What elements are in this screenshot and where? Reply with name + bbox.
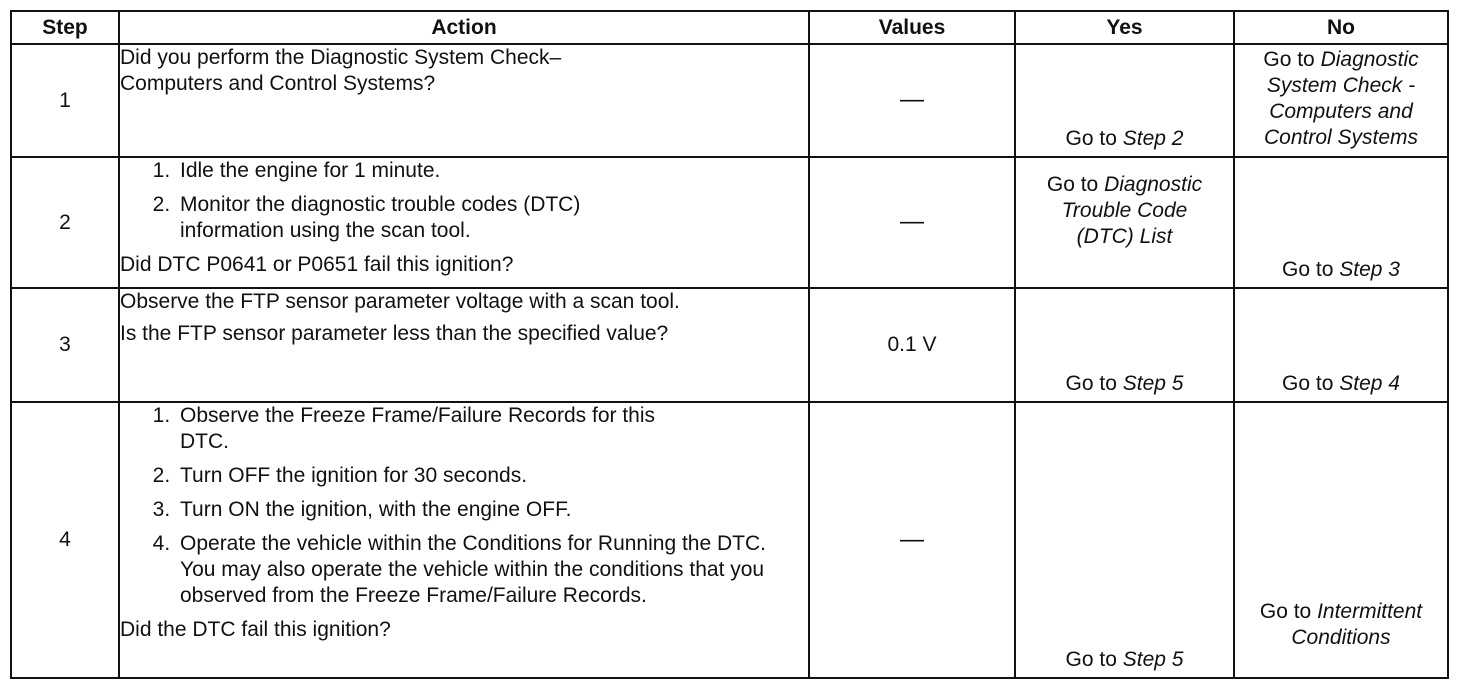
- action-step: 1. Idle the engine for 1 minute.: [176, 158, 658, 184]
- no-target: Step 4: [1339, 372, 1400, 395]
- action-step: 4. Operate the vehicle within the Conditions for Running the DTC. You may also operate the vehicle within the conditions that you observed from the Freeze Frame/Failure Records.: [176, 531, 796, 609]
- header-no: No: [1234, 11, 1448, 44]
- no-target: Intermittent Conditions: [1291, 600, 1423, 649]
- yes-link[interactable]: [1016, 126, 1233, 156]
- yes-cell: [1015, 288, 1234, 402]
- table-row: [11, 288, 1448, 402]
- step-number: 1: [11, 44, 119, 157]
- value-cell: [809, 44, 1015, 157]
- no-link[interactable]: [1235, 45, 1447, 155]
- no-prefix: Go to: [1282, 258, 1340, 281]
- action-steps: [120, 403, 796, 609]
- yes-link[interactable]: [1016, 647, 1233, 677]
- value-cell: [809, 288, 1015, 402]
- value-text: 0.1 V: [887, 333, 937, 356]
- action-cell: [119, 402, 809, 678]
- yes-prefix: Go to: [1065, 648, 1123, 671]
- step-number: 3: [11, 288, 119, 402]
- no-prefix: Go to: [1259, 600, 1318, 623]
- action-text: Observe the FTP sensor parameter voltage with a scan tool.: [120, 290, 680, 313]
- no-cell: [1234, 44, 1448, 157]
- table-row: [11, 44, 1448, 157]
- header-row: [11, 11, 1448, 44]
- yes-prefix: Go to: [1065, 127, 1123, 150]
- action-step: 2. Monitor the diagnostic trouble codes (DTC) information using the scan tool.: [176, 192, 658, 244]
- step-number: 4: [11, 402, 119, 678]
- yes-target: Step 2: [1122, 127, 1184, 150]
- yes-prefix: Go to: [1046, 172, 1105, 196]
- step-number: 2: [11, 157, 119, 288]
- action-cell: [119, 288, 809, 402]
- yes-link[interactable]: [1016, 371, 1233, 401]
- action-cell: [119, 157, 809, 288]
- action-text: Did you perform the Diagnostic System Check– Computers and Control Systems?: [120, 46, 562, 95]
- no-link[interactable]: [1235, 257, 1447, 287]
- action-cell: [119, 44, 809, 157]
- action-question: Did DTC P0641 or P0651 fail this ignition?: [120, 253, 514, 276]
- value-text: —: [900, 86, 924, 113]
- header-values: Values: [809, 11, 1015, 44]
- value-cell: [809, 402, 1015, 678]
- table-row: [11, 157, 1448, 288]
- yes-link[interactable]: [1034, 172, 1215, 254]
- action-steps: [120, 158, 658, 244]
- yes-target: Step 5: [1122, 372, 1184, 395]
- diagnostic-table: [10, 10, 1449, 679]
- no-target: Step 3: [1339, 258, 1400, 281]
- no-link[interactable]: [1235, 599, 1447, 655]
- header-step: Step: [11, 11, 119, 44]
- no-prefix: Go to: [1263, 48, 1321, 71]
- yes-cell: [1015, 157, 1234, 288]
- no-cell: [1234, 402, 1448, 678]
- no-target: Diagnostic System Check - Computers and Control Systems: [1263, 48, 1419, 149]
- diagnostic-table-container: [10, 10, 1447, 679]
- no-cell: [1234, 157, 1448, 288]
- yes-cell: [1015, 44, 1234, 157]
- value-text: —: [900, 525, 924, 553]
- table-row: [11, 402, 1448, 678]
- action-step: 1. Observe the Freeze Frame/Failure Records for this DTC.: [176, 403, 796, 455]
- no-prefix: Go to: [1282, 372, 1340, 395]
- header-action: Action: [119, 11, 809, 44]
- value-cell: [809, 157, 1015, 288]
- action-step: 2. Turn OFF the ignition for 30 seconds.: [176, 463, 796, 489]
- yes-target: Diagnostic Trouble Code (DTC) List: [1061, 172, 1203, 248]
- yes-prefix: Go to: [1065, 372, 1123, 395]
- no-link[interactable]: [1235, 371, 1447, 401]
- action-question: Is the FTP sensor parameter less than the specified value?: [120, 322, 669, 345]
- action-step: 3. Turn ON the ignition, with the engine OFF.: [176, 497, 796, 523]
- yes-target: Step 5: [1122, 648, 1184, 671]
- header-yes: Yes: [1015, 11, 1234, 44]
- action-question: Did the DTC fail this ignition?: [120, 618, 391, 641]
- yes-cell: [1015, 402, 1234, 678]
- no-cell: [1234, 288, 1448, 402]
- value-text: —: [900, 208, 924, 235]
